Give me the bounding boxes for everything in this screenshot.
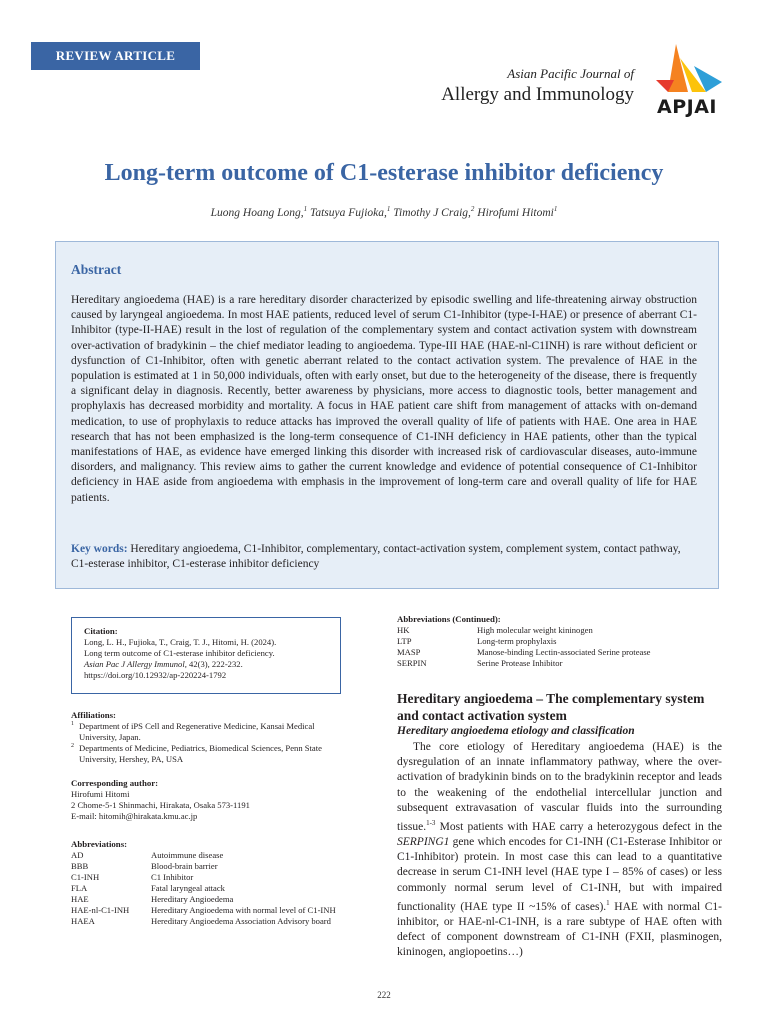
author-affiliation-mark: 1: [553, 205, 558, 213]
abbr-term: SERPIN: [397, 658, 427, 668]
table-row: [71, 916, 341, 927]
table-row: [71, 883, 341, 894]
table-row: [71, 861, 341, 872]
abbr-term: HAEA: [71, 916, 95, 926]
author-list: [0, 205, 768, 219]
paragraph-text: The core etiology of Hereditary angioedema (HAE) is the dysregulation of an innate inflammatory pathway, where the over-activation of bradykinin binds on to the bradykinin receptor and leads to the weakening of the endothelial intercellular junction and subsequent extravasation of vascular fluids into the surrounding tissue.: [397, 741, 722, 833]
journal-name-line2: Allergy and Immunology: [441, 84, 634, 105]
keywords-list: Hereditary angioedema, C1-Inhibitor, complementary, contact-activation system, complement system, contact pathway, C1-esterase inhibitor, C1-esterase inhibitor deficiency: [71, 543, 681, 571]
keywords-label: Key words:: [71, 543, 128, 555]
affiliations-label: Affiliations:: [71, 710, 116, 720]
paragraph-text: Most patients with HAE carry a heterozygous defect in the: [435, 820, 722, 833]
affiliations: [71, 710, 351, 765]
abbr-term: LTP: [397, 636, 412, 646]
abbreviations-table: [71, 850, 341, 927]
journal-name-line1: Asian Pacific Journal of: [507, 66, 634, 81]
author-name: Hirofumi Hitomi: [474, 206, 554, 219]
abbreviations-table: [397, 625, 651, 669]
abbr-definition: Blood-brain barrier: [151, 861, 218, 871]
paragraph: [397, 740, 722, 961]
author-name: Luong Hoang Long,: [210, 206, 304, 219]
abbr-definition: Hereditary Angioedema Association Advisory board: [151, 916, 331, 926]
abbr-term: HAE: [71, 894, 89, 904]
abbr-definition: Hereditary Angioedema: [151, 894, 234, 904]
citation-label: Citation:: [84, 626, 118, 636]
abbr-definition: C1 Inhibitor: [151, 872, 194, 882]
abbr-definition: Manose-binding Lectin-associated Serine protease: [477, 647, 651, 657]
table-row: [71, 872, 341, 883]
author-affiliation-mark: 2: [470, 205, 475, 213]
table-row: [397, 636, 651, 647]
logo-text: APJAI: [657, 96, 717, 118]
affiliation-mark: 1: [71, 721, 74, 727]
table-row: [71, 850, 341, 861]
corresponding-author: [71, 778, 351, 822]
abbr-term: MASP: [397, 647, 421, 657]
table-row: [71, 894, 341, 905]
paragraph-text: gene which encodes for C1-INH (C1-Esterase Inhibitor or C1-Inhibitor) protein. In most case this can lead to a quantitative decrease in serum C1-INH level (HAE type I – 85% of cases) or less commonly normal serum level of C1-INH, but with impaired functionality (HAE type II ~15% of cases).: [397, 836, 722, 913]
table-row: [397, 625, 651, 636]
article-title: Long-term outcome of C1-esterase inhibitor deficiency: [104, 160, 664, 186]
table-row: [397, 658, 651, 669]
reference-mark: 1: [606, 898, 610, 907]
citation-line: Long term outcome of C1-esterase inhibitor deficiency.: [84, 648, 275, 658]
author-name: Tatsuya Fujioka,: [307, 206, 387, 219]
corresponding-address: 2 Chome-5-1 Shinmachi, Hirakata, Osaka 573-1191: [71, 800, 250, 810]
abbr-term: BBB: [71, 861, 89, 871]
abbreviations: [71, 839, 356, 927]
table-row: [71, 905, 341, 916]
abbr-definition: Hereditary Angioedema with normal level of C1-INH: [151, 905, 336, 915]
abbr-term: HK: [397, 625, 410, 635]
abbr-definition: Fatal laryngeal attack: [151, 883, 225, 893]
author-affiliation-mark: 1: [303, 205, 308, 213]
abbr-term: C1-INH: [71, 872, 100, 882]
affiliation-text: Departments of Medicine, Pediatrics, Biomedical Sciences, Penn State University, Hershey, PA, USA: [79, 743, 322, 764]
reference-mark: 1-3: [426, 819, 436, 828]
abbreviations-continued: [397, 614, 727, 669]
subsection-heading: Hereditary angioedema etiology and classification: [397, 725, 635, 737]
affiliation-item: [71, 743, 351, 765]
corresponding-label: Corresponding author:: [71, 778, 159, 788]
author-affiliation-mark: 1: [386, 205, 391, 213]
abbr-term: FLA: [71, 883, 88, 893]
abbr-term: HAE-nl-C1-INH: [71, 905, 130, 915]
citation-box: [71, 617, 341, 694]
body-text: [397, 740, 722, 961]
table-row: [397, 647, 651, 658]
abbr-term: AD: [71, 850, 84, 860]
section-heading: Hereditary angioedema – The complementary system and contact activation system: [397, 691, 705, 723]
abstract-heading: Abstract: [71, 262, 122, 277]
abbr-definition: Long-term prophylaxis: [477, 636, 557, 646]
affiliation-mark: 2: [71, 743, 74, 749]
citation-volume: 42(3), 222-232.: [186, 659, 243, 669]
abbr-definition: Serine Protease Inhibitor: [477, 658, 563, 668]
abbreviations-label: Abbreviations:: [71, 839, 128, 849]
citation-journal: Asian Pac J Allergy Immunol,: [84, 659, 187, 669]
citation-doi-link[interactable]: https://doi.org/10.12932/ap-220224-1792: [84, 670, 227, 680]
affiliation-text: Department of iPS Cell and Regenerative Medicine, Kansai Medical University, Japan.: [79, 721, 315, 742]
affiliation-item: [71, 721, 351, 743]
keywords: [71, 542, 697, 572]
citation-line: Long, L. H., Fujioka, T., Craig, T. J., Hitomi, H. (2024).: [84, 637, 277, 647]
abbr-definition: Autoimmune disease: [151, 850, 224, 860]
abbr-definition: High molecular weight kininogen: [477, 625, 593, 635]
corresponding-email[interactable]: E-mail: hitomih@hirakata.kmu.ac.jp: [71, 811, 198, 821]
gene-name: SERPING1: [397, 836, 450, 849]
page-number: 222: [377, 990, 391, 1000]
abbreviations-continued-label: Abbreviations (Continued):: [397, 614, 501, 624]
abstract-text: Hereditary angioedema (HAE) is a rare hereditary disorder characterized by episodic swelling and life-threatening airway obstruction caused by laryngeal angioedema. In most HAE patients, reduced level of serum C1-Inhibitor (type-I-HAE) or presence of aberrant C1-Inhibitor (type-II-HAE) result in the lost of regulation of the complementary system and contact activation system with downstream over-activation of bradykinin – the chief mediator leading to angioedema. Type-III HAE (HAE-nl-C1INH) is rare without deficient or dysfunction of C1-Inhibitor, often with genetic aberrant related to the contact activation system. The prevalence of HAE in the population is estimated at 1 in 50,000 individuals, often with early onset, but due to the heterogeneity of the disease, there is frequently a significant delay in diagnosis. Recently, better awareness by physicians, more access to diagnostic tools, better management and prophylaxis has decreased morbidity and mortality. A focus in HAE patient care shift from management of attacks with on-demand medication, to use of prophylaxis to reduce attacks has improved the overall quality of life of patients with HAE. One area in HAE research that has not been emphasized is the long-term consequence of C1-INH deficiency in HAE patients, other than the typical manifestations of HAE, as evidence have emerged linking this disorder with increased risk of cardiovascular diseases, auto-immune disorders, and malignancy. This review aims to gather the current knowledge and evidence of potential consequence of C1-Inhibitor deficiency in HAE aside from angioedema with emphasis in the improvement of long-term care and overall quality of life for HAE patients.: [71, 294, 697, 504]
corresponding-name: Hirofumi Hitomi: [71, 789, 130, 799]
author-name: Timothy J Craig,: [390, 206, 471, 219]
citation-journal-line: [84, 659, 330, 670]
paragraph-text: HAE with normal C1-inhibitor, or HAE-nl-C1-INH, is a rare subtype of HAE often with defect of component downstream of C1-INH (FXII, plasminogen, kininogen, angiopoetins…): [397, 900, 722, 959]
article-type-banner: REVIEW ARTICLE: [31, 42, 200, 70]
